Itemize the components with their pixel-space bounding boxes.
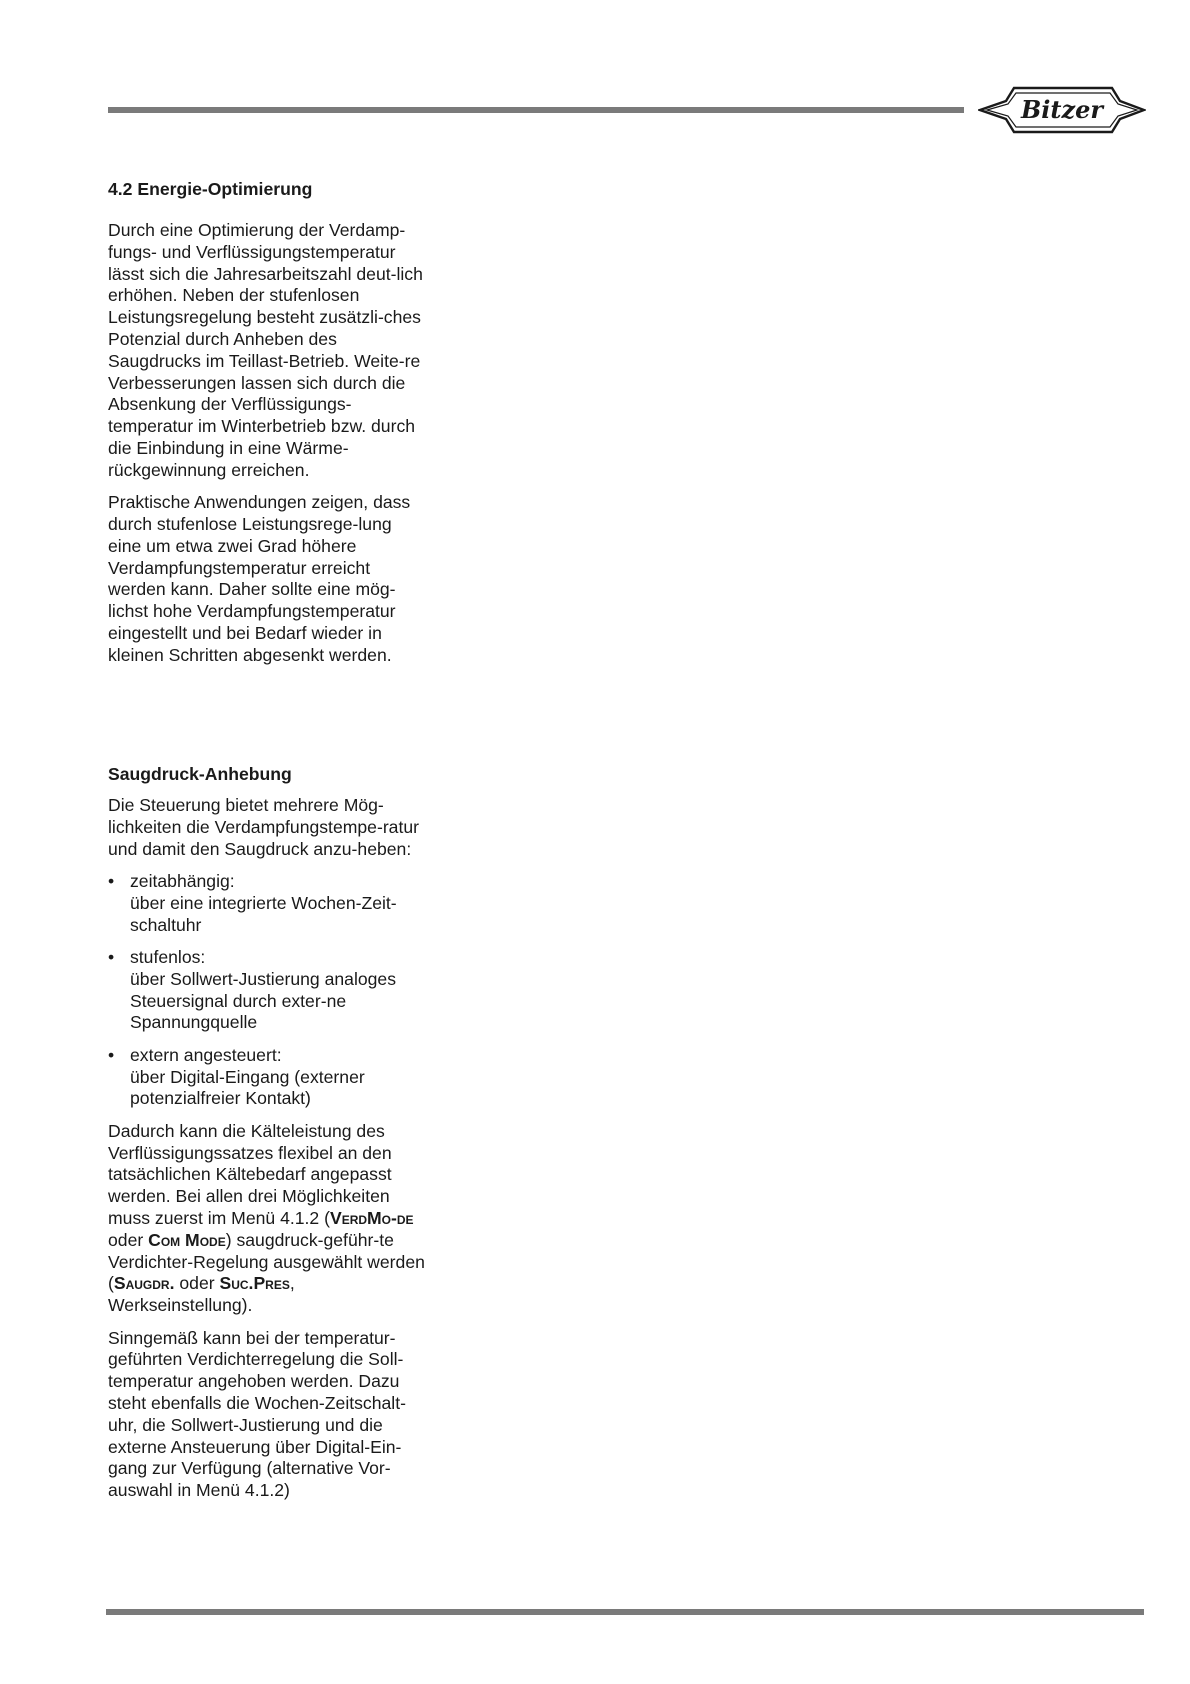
paragraph-optimierung: Durch eine Optimierung der Verdamp-fungs- und Verflüssigungstemperatur lässt sich die Jahresarbeitszahl deut-lich erhöhen. Neben der stufenlosen Leistungsregelung besteht zusätzli-ches Potenzial durch Anheben des Saugdrucks im Teillast-Betrieb. Weite-re Verbesserungen lassen sich durch die Absenkung der Verflüssigungs-temperatur im Winterbetrieb bzw. durch die Einbindung in eine Wärme-rückgewinnung erreichen.	[108, 220, 423, 480]
footer-rule	[106, 1609, 1144, 1615]
bitzer-logo	[978, 84, 1146, 136]
list-item-head: stufenlos:	[130, 947, 206, 968]
list-item-body: über eine integrierte Wochen-Zeit-schaltuhr	[130, 892, 397, 935]
paragraph-dadurch	[108, 1121, 428, 1317]
menu-term-com-mode: Com Mode	[148, 1229, 226, 1250]
list-item	[108, 871, 428, 936]
menu-term-suc-pres: Suc.Pres	[219, 1273, 290, 1294]
paragraph-sinngemaess: Sinngemäß kann bei der temperatur-geführten Verdichterregelung die Soll-temperatur angehoben werden. Dazu steht ebenfalls die Wochen-Zeitschalt-uhr, die Sollwert-Justierung und die externe Ansteuerung über Digital-Ein-gang zur Verfügung (alternative Vor-auswahl in Menü 4.1.2)	[108, 1327, 406, 1501]
list-item-body: über Sollwert-Justierung analoges Steuersignal durch exter-ne Spannungquelle	[130, 968, 397, 1033]
bullet-icon: •	[108, 871, 115, 892]
header-rule	[108, 107, 964, 113]
main-column	[108, 178, 428, 1513]
list-item-head: extern angesteuert:	[130, 1044, 282, 1065]
subsection-title: Saugdruck-Anhebung	[108, 764, 292, 785]
menu-term-saugdr: Saugdr.	[113, 1273, 175, 1294]
section-gap	[108, 677, 428, 763]
list-item	[108, 1045, 428, 1110]
text-run: , Werkseinstellung).	[108, 1273, 295, 1316]
text-run: Dadurch kann die Kälteleistung des Verflüssigungssatzes flexibel an den tatsächlichen Kältebedarf angepasst werden. Bei allen drei Möglichkeiten muss zuerst im Menü 4.1.2 (	[108, 1120, 392, 1229]
list-item-body: über Digital-Eingang (externer potenzialfreier Kontakt)	[130, 1066, 365, 1109]
section-title: 4.2 Energie-Optimierung	[108, 179, 313, 199]
list-item	[108, 947, 428, 1034]
text-run: oder	[174, 1273, 220, 1294]
bullet-icon: •	[108, 947, 115, 968]
bullet-icon: •	[108, 1044, 115, 1065]
menu-term-verdmode: VerdMo-de	[329, 1208, 414, 1229]
option-list	[108, 871, 428, 1110]
text-run: ) saugdruck-geführ-te Verdichter-Regelung ausgewählt werden (	[108, 1229, 425, 1294]
paragraph-intro: Die Steuerung bietet mehrere Mög-lichkeiten die Verdampfungstempe-ratur und damit den Saugdruck anzu-heben:	[108, 795, 419, 859]
paragraph-praktische-anwendungen: Praktische Anwendungen zeigen, dass durch stufenlose Leistungsrege-lung eine um etwa zwei Grad höhere Verdampfungstemperatur erreicht werden kann. Daher sollte eine mög-lichst hohe Verdampfungstemperatur eingestellt und bei Bedarf wieder in kleinen Schritten abgesenkt werden.	[108, 492, 411, 665]
svg-text:Bitzer: Bitzer	[1020, 95, 1104, 124]
list-item-head: zeitabhängig:	[130, 871, 235, 892]
text-run: oder	[108, 1229, 149, 1250]
